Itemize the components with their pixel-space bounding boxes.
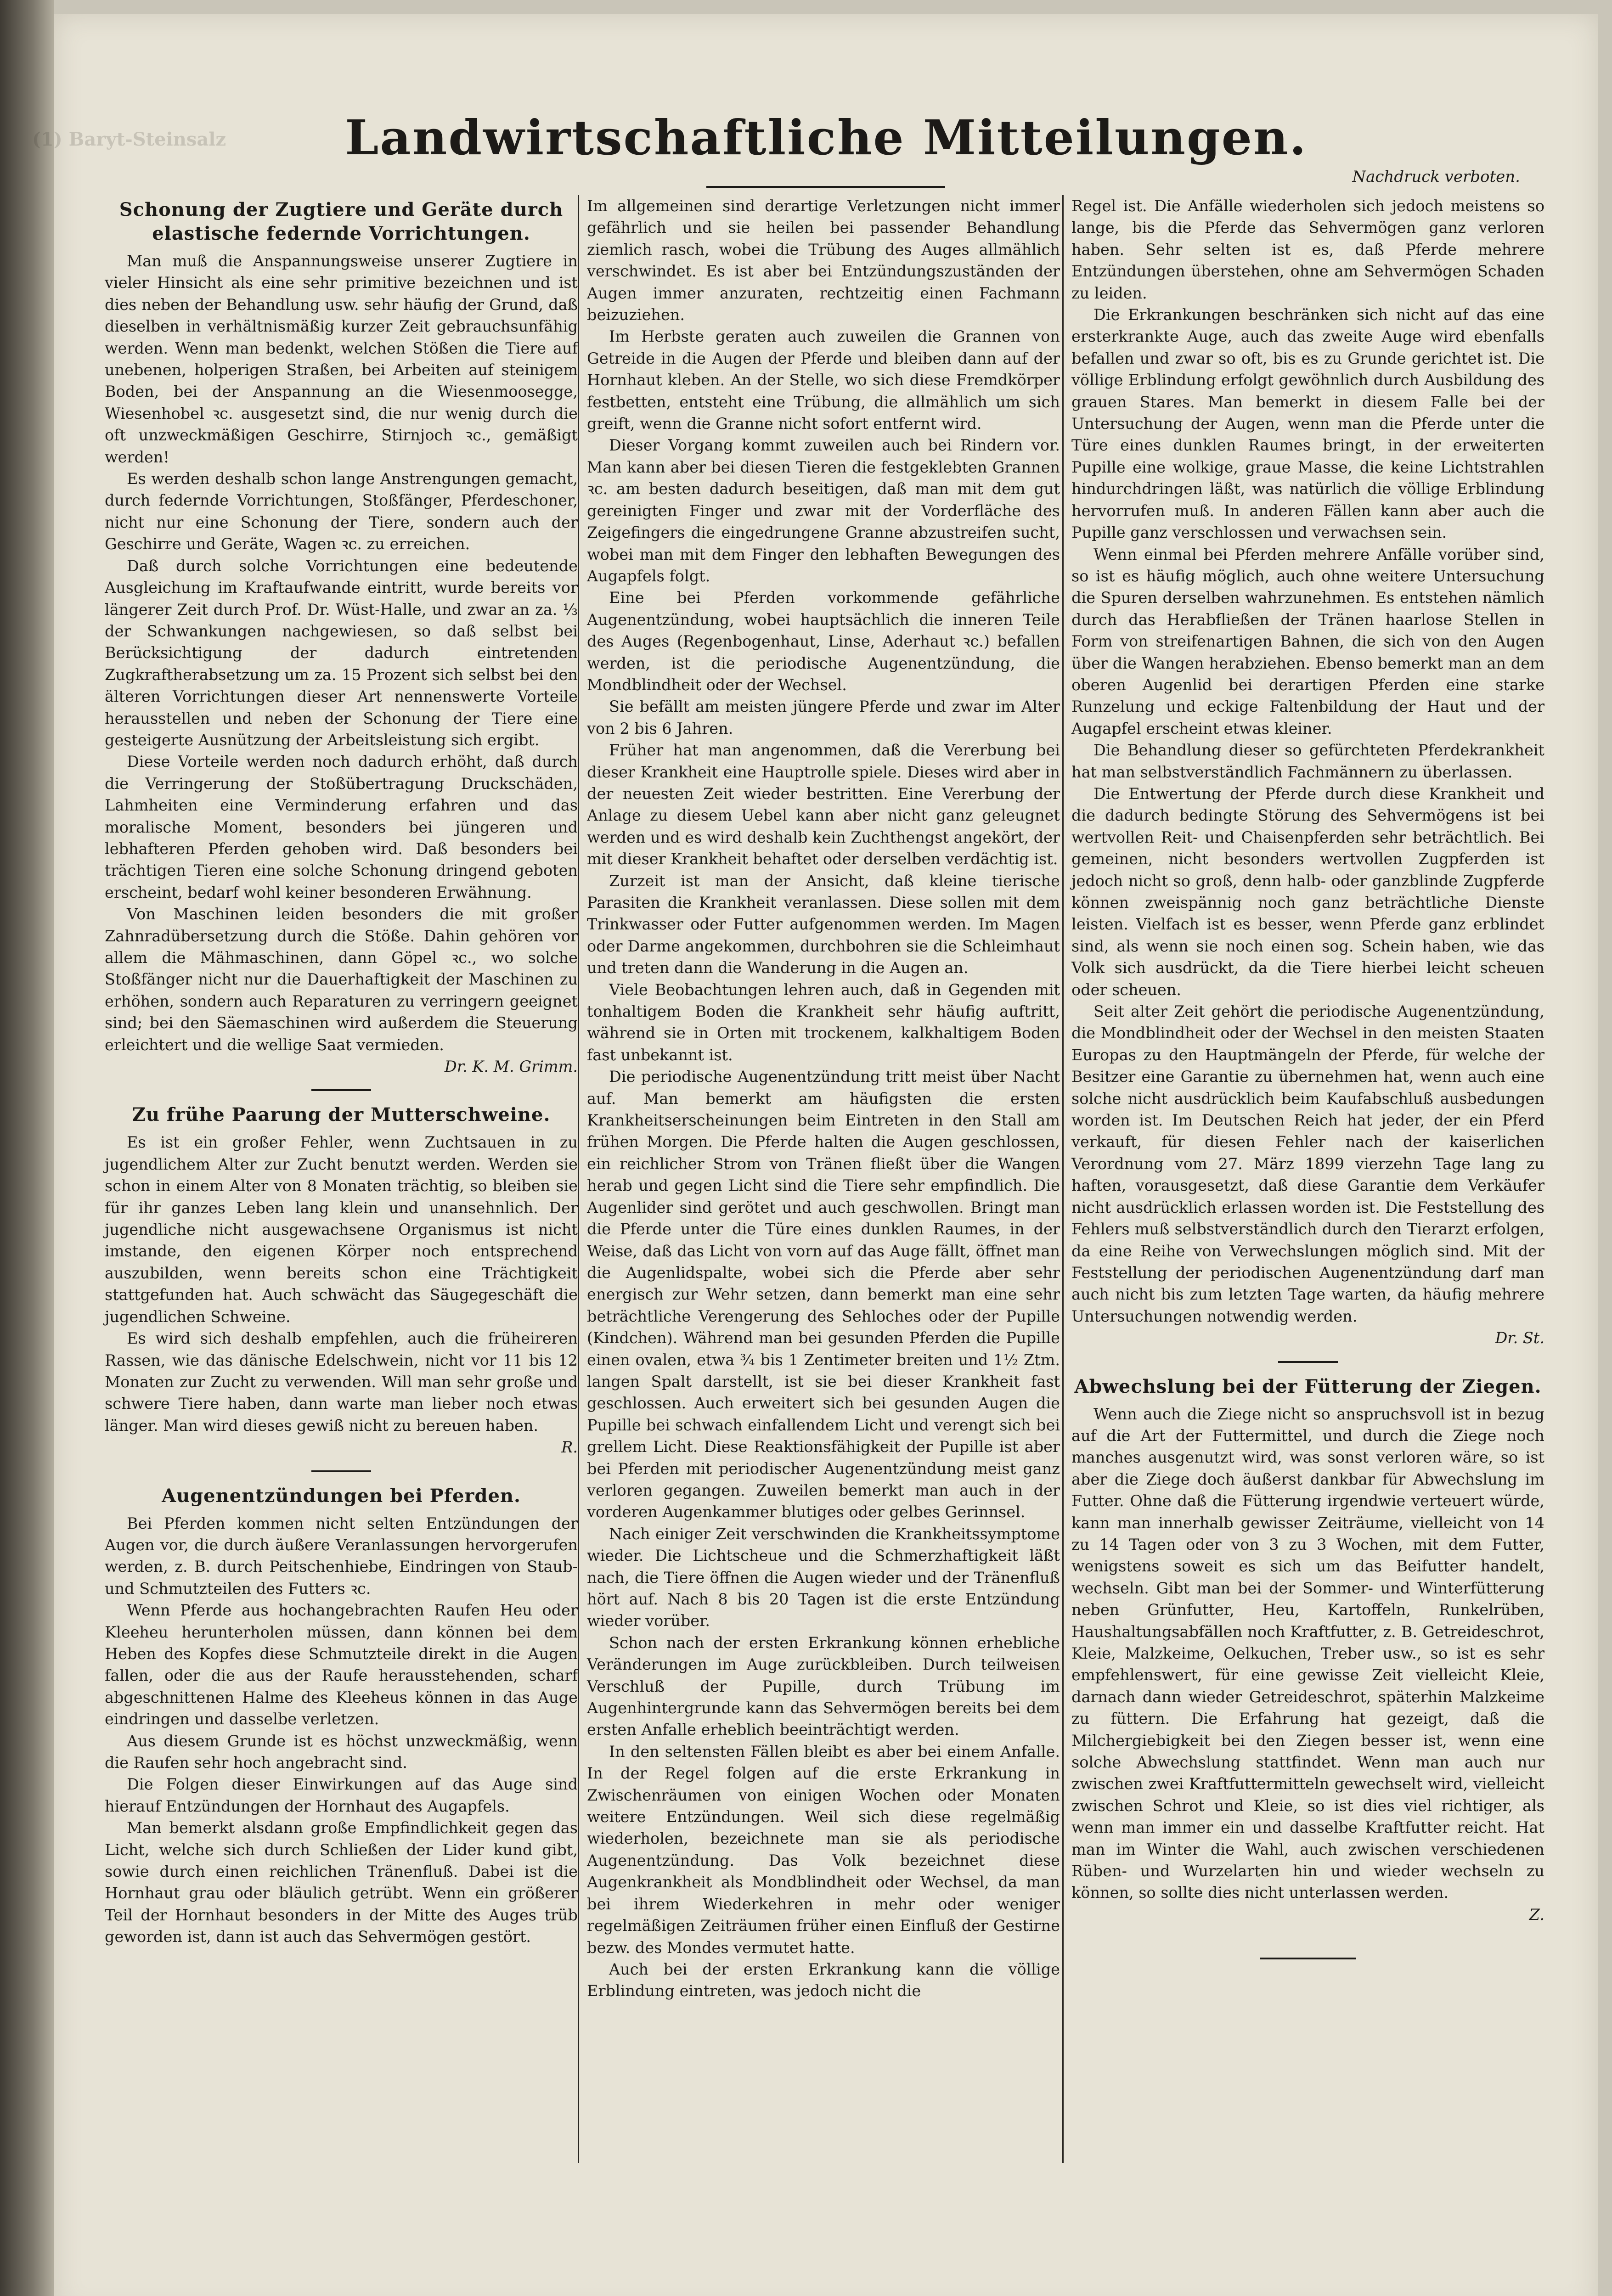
article-paragraph: Schon nach der ersten Erkrankung können erhebliche Veränderungen im Auge zurückbleiben. Durch teilweisen Verschluß der Pupille, durch Trübung im Augenhintergrunde kann das Sehvermögen bereits bei dem ersten Anfalle erheblich beeinträchtigt werden. [587, 1633, 1060, 1739]
newspaper-page [54, 14, 1598, 2296]
column-divider [1062, 195, 1064, 2163]
bleed-through-text: (1) Baryt-Steinsalz [32, 129, 226, 150]
article-signature: R. [561, 1438, 578, 1457]
article-separator [311, 1470, 371, 1472]
article-ziegen [1071, 1375, 1544, 1926]
article-paragraph: Die Behandlung dieser so gefürchteten Pferdekrankheit hat man selbstverständlich Fachmännern zu überlassen. [1071, 741, 1544, 781]
article-paragraph: Seit alter Zeit gehört die periodische Augenentzündung, die Mondblindheit oder der Wechsel in den meisten Staaten Europas zu den Hauptmängeln der Pferde, für welche der Besitzer eine Garantie zu übernehmen hat, wenn auch eine solche nicht ausdrücklich beim Kaufabschluß ausbedungen worden ist. Im Deutschen Reich hat jeder, der ein Pferd verkauft, für diesen Fehler nach der kaiserlichen Verordnung vom 27. März 1899 vierzehn Tage lang zu haften, vorausgesetzt, daß diese Garantie dem Verkäufer nicht ausdrücklich erlassen worden ist. Die Feststellung des Fehlers muß selbstverständlich durch den Tierarzt erfolgen, da eine Reihe von Verwechslungen möglich sind. Mit der Feststellung der periodischen Augenentzündung darf man auch nicht bis zum letzten Tage warten, da häufig mehrere Untersuchungen notwendig werden. [1071, 1002, 1544, 1325]
article-paragraph: Regel ist. Die Anfälle wiederholen sich jedoch meistens so lange, bis die Pferde das Sehvermögen ganz verloren haben. Sehr selten ist es, daß Pferde mehrere Entzündungen überstehen, ohne am Sehvermögen Schaden zu leiden. [1071, 197, 1544, 302]
article-signature: Dr. K. M. Grimm. [444, 1058, 578, 1076]
article-separator [1278, 1361, 1338, 1363]
article-paragraph: Es werden deshalb schon lange Anstrengungen gemacht, durch federnde Vorrichtungen, Stoßfänger, Pferdeschoner, nicht nur eine Schonung der Tiere, sondern auch der Geschirre und Geräte, Wagen ꝛc. zu erreichen. [105, 470, 578, 553]
article-paragraph: Wenn auch die Ziege nicht so anspruchsvoll ist in bezug auf die Art der Futtermittel, und durch die Ziege noch manches ausgenutzt wird, was sonst verloren wäre, so ist aber die Ziege doch äußerst dankbar für Abwechslung im Futter. Ohne daß die Fütterung irgendwie verteuert würde, kann man innerhalb gewisser Zeiträume, vielleicht von 14 zu 14 Tagen oder von 3 zu 3 Wochen, mit dem Futter, wenigstens soweit es sich um das Beifutter handelt, wechseln. Gibt man bei der Sommer- und Winterfütterung neben Grünfutter, Heu, Kartoffeln, Runkelrüben, Haushaltungsabfällen noch Kraftfutter, z. B. Getreideschrot, Kleie, Malzkeime, Oelkuchen, Treber usw., so ist es sehr empfehlenswert, für eine gewisse Zeit vielleicht Kleie, darnach dann wieder Getreideschrot, späterhin Malzkeime zu füttern. Die Erfahrung hat gezeigt, daß die Milchergiebigkeit bei den Ziegen besser ist, wenn eine solche Abwechslung stattfindet. Wenn man auch nur zwischen zwei Kraftfuttermitteln gewechselt wird, vielleicht zwischen Schrot und Kleie, so ist dies viel richtiger, als wenn man immer ein und dasselbe Kraftfutter reicht. Hat man im Winter die Wahl, auch zwischen verschiedenen Rüben- und Wurzelarten hin und wieder wechseln zu können, so sollte dies nicht unterlassen werden. [1071, 1405, 1544, 1902]
article-paragraph: Viele Beobachtungen lehren auch, daß in Gegenden mit tonhaltigem Boden die Krankheit sehr häufig auftritt, während sie in Orten mit trockenem, kalkhaltigem Boden fast unbekannt ist. [587, 980, 1060, 1064]
article-paragraph: Diese Vorteile werden noch dadurch erhöht, daß durch die Verringerung der Stoßübertragung Druckschäden, Lahmheiten eine Verminderung erfahren und das moralische Moment, besonders bei jüngeren und lebhafteren Pferden gehoben wird. Daß besonders bei trächtigen Tieren eine solche Schonung dringend geboten erscheint, bedarf wohl keiner besonderen Erwähnung. [105, 753, 578, 901]
article-title: Schonung der Zugtiere und Geräte durch elastische federnde Vorrichtungen. [119, 199, 564, 244]
article-paragraph: Man muß die Anspannungsweise unserer Zugtiere in vieler Hinsicht als eine sehr primitive bezeichnen und ist dies neben der Behandlung usw. sehr häufig der Grund, daß dieselben in verhältnismäßig kurzer Zeit gebrauchsunfähig werden. Wenn man bedenkt, welchen Stößen die Tiere auf unebenen, holperigen Straßen, bei Arbeiten auf steinigem Boden, bei der Anspannung an die Wiesenmoosegge, Wiesenhobel ꝛc. ausgesetzt sind, die nur wenig durch die oft unzweckmäßigen Geschirre, Stirnjoch ꝛc., gemäßigt werden! [105, 252, 578, 466]
article-paragraph: Dieser Vorgang kommt zuweilen auch bei Rindern vor. Man kann aber bei diesen Tieren die festgeklebten Grannen ꝛc. am besten dadurch beseitigen, daß man mit dem gut gereinigten Finger und zwar mit der Vorderfläche des Zeigefingers die eingedrungene Granne abzustreifen sucht, wobei man mit dem Finger den lebhaften Bewegungen des Augapfels folgt. [587, 436, 1060, 585]
article-title: Abwechslung bei der Fütterung der Ziegen. [1074, 1375, 1542, 1397]
article-signature: Dr. St. [1495, 1329, 1544, 1347]
article-paragraph: Aus diesem Grunde ist es höchst unzweckmäßig, wenn die Raufen sehr hoch angebracht sind. [105, 1732, 578, 1772]
column-3 [1071, 195, 1544, 1959]
article-paragraph: Die periodische Augenentzündung tritt meist über Nacht auf. Man bemerkt am häufigsten die ersten Krankheitserscheinungen beim Eintreten in den Stall am frühen Morgen. Die Pferde halten die Augen geschlossen, ein reichlicher Strom von Tränen fließt über die Wangen herab und gegen Licht sind die Tiere sehr empfindlich. Die Augenlider sind gerötet und auch geschwollen. Bringt man die Pferde unter die Türe eines dunklen Raumes, in der Weise, daß das Licht von vorn auf das Auge fällt, öffnet man die Augenlidspalte, wobei sich die Pferde aber sehr energisch zur Wehr setzen, dann bemerkt man eine sehr beträchtliche Verengerung des Sehloches oder der Pupille (Kindchen). Während man bei gesunden Pferden die Pupille einen ovalen, etwa ¾ bis 1 Zentimeter breiten und 1½ Ztm. langen Spalt darstellt, ist sie bei dieser Krankheit fast geschlossen. Auch erweitert sich bei gesunden Augen die Pupille bei schwach einfallendem Licht und verengt sich bei grellem Licht. Diese Reaktionsfähigkeit der Pupille ist aber bei Pferden mit periodischer Augenentzündung meist ganz verloren gegangen. Zuweilen bemerkt man auch in der vorderen Augenkammer blutiges oder gelbes Gerinnsel. [587, 1068, 1060, 1521]
article-paragraph: Es wird sich deshalb empfehlen, auch die früheireren Rassen, wie das dänische Edelschwein, nicht vor 11 bis 12 Monaten zur Zucht zu verwenden. Will man sehr große und schwere Tiere haben, dann warte man lieber noch etwas länger. Man wird dieses gewiß nicht zu bereuen haben. [105, 1329, 578, 1435]
article-title: Zu frühe Paarung der Mutterschweine. [132, 1104, 551, 1126]
article-paragraph: Wenn Pferde aus hochangebrachten Raufen Heu oder Kleeheu herunterholen müssen, dann können bei dem Heben des Kopfes diese Schmutzteile direkt in die Augen fallen, oder die aus der Raufe herausstehenden, scharf abgeschnittenen Halme des Kleeheus können in das Auge eindringen und dasselbe verletzen. [105, 1601, 578, 1728]
article-paragraph: Die Entwertung der Pferde durch diese Krankheit und die dadurch bedingte Störung des Sehvermögens ist bei wertvollen Reit- und Chaisenpferden sehr beträchtlich. Bei gemeinen, nicht besonders wertvollen Zugpferden ist jedoch nicht so groß, denn halb- oder ganzblinde Zugpferde können zweispännig noch ganz beträchtliche Dienste leisten. Vielfach ist es besser, wenn Pferde ganz erblindet sind, als wenn sie noch einen sog. Schein haben, wie das Volk sich ausdrückt, da die Tiere hierbei leicht scheuen oder scheuen. [1071, 784, 1544, 999]
article-augen [105, 1484, 578, 1948]
article-paragraph: Die Folgen dieser Einwirkungen auf das Auge sind hierauf Entzündungen der Hornhaut des Augapfels. [105, 1775, 578, 1815]
column-2 [587, 195, 1060, 2002]
article-signature: Z. [1529, 1905, 1544, 1924]
column-1 [105, 195, 578, 1948]
title-rule [706, 186, 945, 188]
article-paragraph: Zurzeit ist man der Ansicht, daß kleine tierische Parasiten die Krankheit veranlassen. Diese sollen mit dem Trinkwasser oder Futter aufgenommen werden. Im Magen oder Darme angekommen, durchbohren sie die Schleimhaut und treten dann die Wanderung in die Augen an. [587, 872, 1060, 977]
article-paragraph: Auch bei der ersten Erkrankung kann die völlige Erblindung eintreten, was jedoch nicht die [587, 1960, 1060, 2000]
reprint-note: Nachdruck verboten. [1352, 168, 1520, 186]
column-divider [578, 195, 579, 2163]
article-paragraph: Sie befällt am meisten jüngere Pferde und zwar im Alter von 2 bis 6 Jahren. [587, 698, 1060, 737]
article-paragraph: In den seltensten Fällen bleibt es aber bei einem Anfalle. In der Regel folgen auf die erste Erkrankung in Zwischenräumen von einigen Wochen oder Monaten weitere Entzündungen. Weil sich diese regelmäßig wiederholen, bezeichnete man sie als periodische Augenentzündung. Das Volk bezeichnet diese Augenkrankheit als Mondblindheit oder Wechsel, da man bei ihrem Wiederkehren in mehr oder weniger regelmäßigen Zeiträumen früher einen Einfluß der Gestirne bezw. des Mondes vermutet hatte. [587, 1742, 1060, 1957]
article-paragraph: Bei Pferden kommen nicht selten Entzündungen der Augen vor, die durch äußere Veranlassungen hervorgerufen werden, z. B. durch Peitschenhiebe, Eindringen von Staub- und Schmutzteilen des Futters ꝛc. [105, 1514, 578, 1598]
article-paragraph: Die Erkrankungen beschränken sich nicht auf das eine ersterkrankte Auge, auch das zweite Auge wird ebenfalls befallen und zwar so oft, bis es zu Grunde gerichtet ist. Die völlige Erblindung erfolgt gewöhnlich durch Ausbildung des grauen Stares. Man bemerkt in diesem Falle bei der Untersuchung der Augen, wenn man die Pferde unter die Türe eines dunklen Raumes bringt, in der erweiterten Pupille eine wolkige, graue Masse, die keine Lichtstrahlen hindurchdringen läßt, was natürlich die völlige Erblindung hervorrufen muß. In anderen Fällen kann aber auch die Pupille ganz verschlossen und verwachsen sein. [1071, 306, 1544, 542]
end-rule [1260, 1958, 1356, 1959]
article-title: Augenentzündungen bei Pferden. [162, 1485, 521, 1507]
article-paragraph: Im Herbste geraten auch zuweilen die Grannen von Getreide in die Augen der Pferde und bleiben dann auf der Hornhaut kleben. An der Stelle, wo sich diese Fremdkörper festbetten, entsteht eine Trübung, die allmählich um sich greift, wenn die Granne nicht sofort entfernt wird. [587, 327, 1060, 433]
article-paragraph: Nach einiger Zeit verschwinden die Krankheitssymptome wieder. Die Lichtscheue und die Schmerzhaftigkeit läßt nach, die Tiere öffnen die Augen wieder und der Tränenfluß hört auf. Nach 8 bis 20 Tagen ist die erste Entzündung wieder vorüber. [587, 1525, 1060, 1630]
binding-gutter [0, 0, 54, 2296]
article-paragraph: Daß durch solche Vorrichtungen eine bedeutende Ausgleichung im Kraftaufwande eintritt, wurde bereits vor längerer Zeit durch Prof. Dr. Wüst-Halle, und zwar an za. ⅓ der Schwankungen nachgewiesen, so daß selbst bei Berücksichtigung der dadurch eintretenden Zugkraftherabsetzung um za. 15 Prozent sich selbst bei den älteren Vorrichtungen dieser Art nennenswerte Vorteile herausstellen und neben der Schonung der Tiere eine gesteigerte Ausnützung der Arbeitsleistung sich ergibt. [105, 557, 578, 749]
article-paragraph: Man bemerkt alsdann große Empfindlichkeit gegen das Licht, welche sich durch Schließen der Lider kund gibt, sowie durch einen reichlichen Tränenfluß. Dabei ist die Hornhaut grau oder bläulich getrübt. Wenn ein größerer Teil der Hornhaut besonders in der Mitte des Auges trüb geworden ist, dann ist auch das Sehvermögen gestört. [105, 1819, 578, 1946]
article-paragraph: Es ist ein großer Fehler, wenn Zuchtsauen in zu jugendlichem Alter zur Zucht benutzt werden. Werden sie schon in einem Alter von 8 Monaten trächtig, so bleiben sie für ihr ganzes Leben lang klein und unansehnlich. Der jugendliche nicht ausgewachsene Organismus ist nicht imstande, den eigenen Körper noch entsprechend auszubilden, wenn bereits schon eine Trächtigkeit stattgefunden hat. Auch schwächt das Säugegeschäft die jugendlichen Schweine. [105, 1133, 578, 1326]
article-separator [311, 1089, 371, 1091]
article-mutterschweine [105, 1103, 578, 1458]
page-title: Landwirtschaftliche Mitteilungen. [345, 109, 1308, 166]
article-paragraph: Wenn einmal bei Pferden mehrere Anfälle vorüber sind, so ist es häufig möglich, auch ohne weitere Untersuchung die Spuren derselben wahrzunehmen. Es entstehen nämlich durch das Herabfließen der Tränen haarlose Stellen in Form von streifenartigen Bahnen, die sich von den Augen über die Wangen herabziehen. Ebenso bemerkt man an dem oberen Augenlid bei derartigen Pferden eine starke Runzelung und eckige Faltenbildung der Haut und der Augapfel erscheint etwas kleiner. [1071, 545, 1544, 737]
article-paragraph: Von Maschinen leiden besonders die mit großer Zahnradübersetzung durch die Stöße. Dahin gehören vor allem die Mähmaschinen, dann Göpel ꝛc., wo solche Stoßfänger nicht nur die Dauerhaftigkeit der Maschinen zu erhöhen, sondern auch Reparaturen zu verringern geeignet sind; bei den Säemaschinen wird außerdem die Steuerung erleichtert und die wellige Saat vermieden. [105, 905, 578, 1054]
article-paragraph: Eine bei Pferden vorkommende gefährliche Augenentzündung, wobei hauptsächlich die inneren Teile des Auges (Regenbogenhaut, Linse, Aderhaut ꝛc.) befallen werden, ist die periodische Augenentzündung, die Mondblindheit oder der Wechsel. [587, 589, 1060, 694]
article-paragraph: Im allgemeinen sind derartige Verletzungen nicht immer gefährlich und sie heilen bei passender Behandlung ziemlich rasch, wobei die Trübung des Auges allmählich verschwindet. Es ist aber bei Entzündungszuständen der Augen immer anzuraten, rechtzeitig einen Fachmann beizuziehen. [587, 197, 1060, 324]
article-paragraph: Früher hat man angenommen, daß die Vererbung bei dieser Krankheit eine Hauptrolle spiele. Dieses wird aber in der neuesten Zeit wieder bestritten. Eine Vererbung der Anlage zu diesem Uebel kann aber nicht ganz geleugnet werden und es wird deshalb kein Zuchthengst angekört, der mit dieser Krankheit behaftet oder derselben verdächtig ist. [587, 741, 1060, 868]
article-zugtiere [105, 198, 578, 1077]
